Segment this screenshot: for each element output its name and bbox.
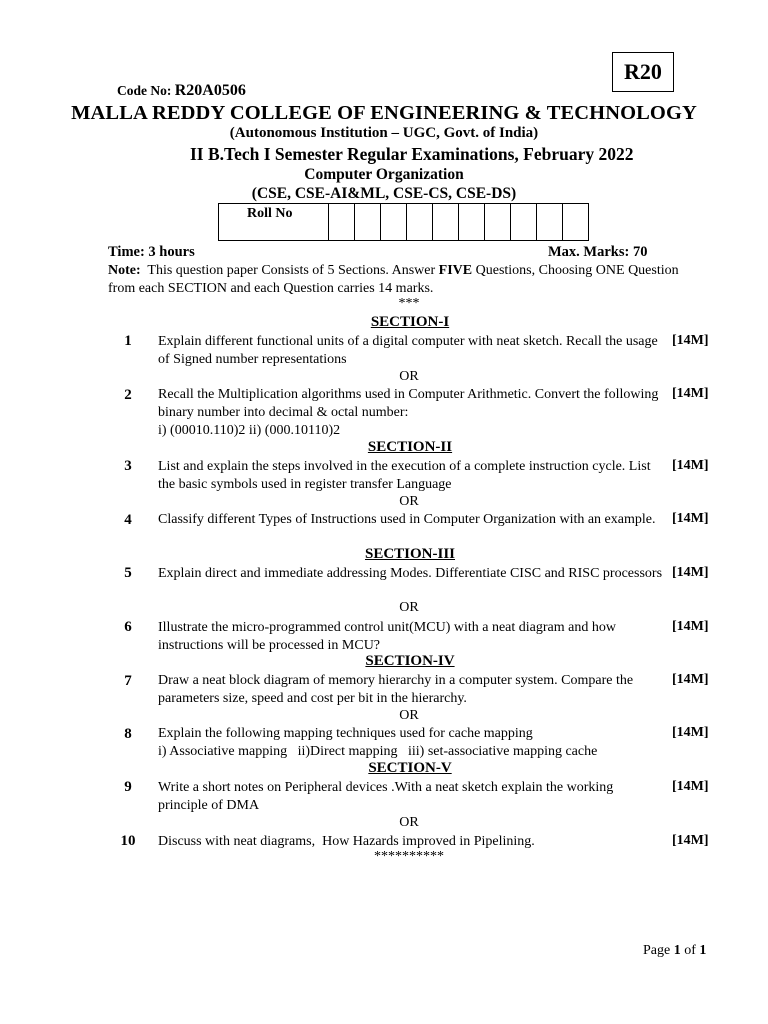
question-marks: [14M] (672, 458, 709, 473)
question-marks: [14M] (672, 672, 709, 687)
question-number: 2 (124, 387, 132, 403)
section-heading: SECTION-V (368, 760, 452, 776)
roll-box (537, 204, 563, 241)
or-separator: OR (399, 494, 419, 509)
section-heading: SECTION-IV (365, 653, 455, 669)
question-marks: [14M] (672, 511, 709, 526)
question-marks: [14M] (672, 833, 709, 848)
note-bold: FIVE (438, 263, 473, 278)
roll-box (329, 204, 355, 241)
question-number: 10 (120, 833, 136, 849)
or-separator: OR (399, 600, 419, 615)
question-marks: [14M] (672, 565, 709, 580)
page-current: 1 (673, 943, 681, 958)
question-marks: [14M] (672, 386, 709, 401)
or-separator: OR (399, 815, 419, 830)
or-separator: OR (399, 708, 419, 723)
roll-box (355, 204, 381, 241)
question-marks: [14M] (672, 619, 709, 634)
roll-box (511, 204, 537, 241)
question-text (158, 386, 664, 440)
page-number (643, 943, 706, 959)
college-name: MALLA REDDY COLLEGE OF ENGINEERING & TECHNOLOGY (71, 102, 697, 124)
code-label: Code No: (117, 83, 172, 98)
question-line: i) Associative mapping ii)Direct mapping iii) set-associative mapping cache (158, 744, 598, 759)
instructions-note (108, 262, 698, 298)
regulation-box: R20 (612, 52, 674, 92)
question-number: 7 (124, 673, 132, 689)
exam-time: Time: 3 hours (108, 244, 195, 260)
section-heading: SECTION-III (364, 546, 456, 562)
max-marks: Max. Marks: 70 (548, 244, 648, 260)
section-heading: SECTION-II (367, 439, 453, 455)
roll-number-table (218, 203, 589, 241)
question-marks: [14M] (672, 725, 709, 740)
question-number: 4 (124, 512, 132, 528)
section-heading: SECTION-I (370, 314, 450, 330)
question-number: 9 (124, 779, 132, 795)
page-total: 1 (699, 943, 707, 958)
question-text: Classify different Types of Instructions used in Computer Organization with an example. (158, 512, 656, 527)
separator-stars: *** (398, 296, 420, 311)
roll-box (485, 204, 511, 241)
roll-label: Roll No (219, 204, 329, 241)
or-separator: OR (399, 369, 419, 384)
question-number: 8 (124, 726, 132, 742)
question-number: 1 (124, 333, 132, 349)
question-text: List and explain the steps involved in the execution of a complete instruction cycle. List the basic symbols used in register transfer Language (158, 459, 651, 492)
question-text (158, 725, 664, 761)
autonomy-line: (Autonomous Institution – UGC, Govt. of India) (229, 125, 539, 141)
branches-line: (CSE, CSE-AI&ML, CSE-CS, CSE-DS) (251, 185, 517, 202)
subject-name: Computer Organization (304, 166, 464, 183)
question-marks: [14M] (672, 333, 709, 348)
question-text: Explain direct and immediate addressing Modes. Differentiate CISC and RISC processors (158, 566, 663, 581)
question-line: Explain the following mapping techniques used for cache mapping (158, 726, 533, 741)
roll-box (433, 204, 459, 241)
page-of: of (684, 943, 696, 958)
question-text: Illustrate the micro-programmed control unit(MCU) with a neat diagram and how instructions will be processed in MCU? (158, 620, 616, 653)
roll-box (459, 204, 485, 241)
note-label: Note: (108, 263, 141, 278)
question-text: Explain different functional units of a digital computer with neat sketch. Recall the usage of Signed number representations (158, 334, 658, 367)
roll-box (407, 204, 433, 241)
question-number: 6 (124, 619, 132, 635)
code-number (117, 82, 246, 100)
code-value: R20A0506 (174, 82, 246, 99)
note-text-2: Questions, Choosing ONE Question from each SECTION and each Question carries 14 marks. (108, 263, 679, 296)
end-stars: ********** (374, 849, 444, 864)
question-number: 3 (124, 458, 132, 474)
roll-box (563, 204, 589, 241)
question-line: i) (00010.110)2 ii) (000.10110)2 (158, 423, 341, 438)
question-marks: [14M] (672, 779, 709, 794)
page-label: Page (643, 943, 671, 958)
exam-title: II B.Tech I Semester Regular Examinations, February 2022 (190, 144, 634, 164)
note-text-1: This question paper Consists of 5 Sections. Answer (147, 263, 436, 278)
question-text: Discuss with neat diagrams, How Hazards improved in Pipelining. (158, 834, 535, 849)
question-text: Write a short notes on Peripheral devices .With a neat sketch explain the working principle of DMA (158, 780, 614, 813)
question-number: 5 (124, 565, 132, 581)
question-text: Draw a neat block diagram of memory hierarchy in a computer system. Compare the parameters size, speed and cost per bit in the hierarchy. (158, 673, 634, 706)
question-line: Recall the Multiplication algorithms used in Computer Arithmetic. Convert the following binary number into decimal & octal number: (158, 387, 659, 420)
roll-box (381, 204, 407, 241)
